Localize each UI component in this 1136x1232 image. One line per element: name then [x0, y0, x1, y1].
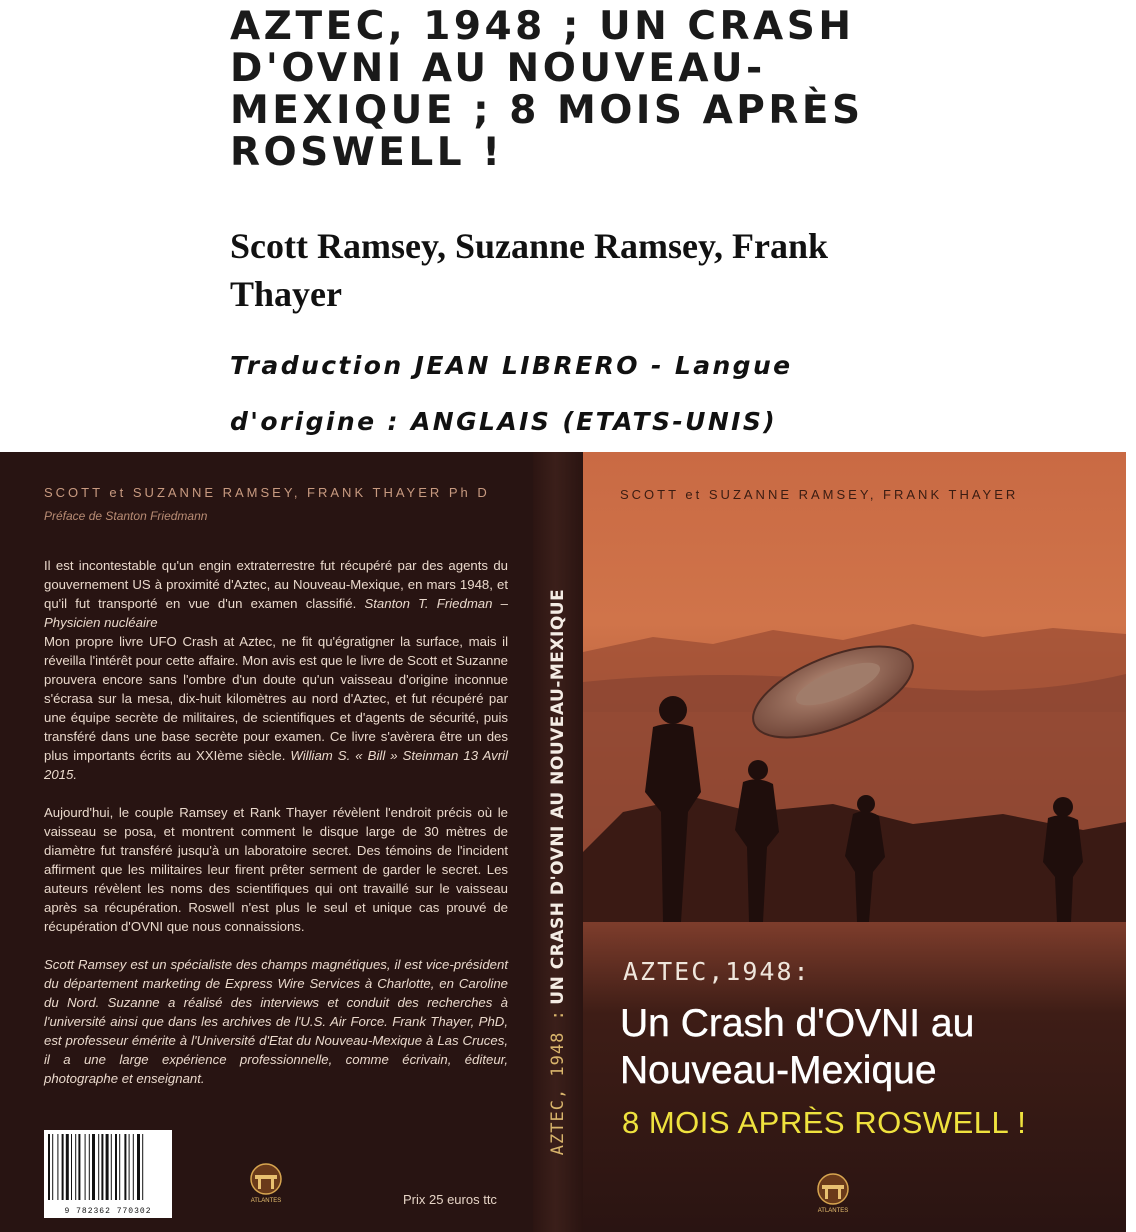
publisher-name: ATLANTES [250, 1198, 282, 1204]
back-cover-authors: SCOTT et SUZANNE RAMSEY, FRANK THAYER Ph D [44, 485, 490, 500]
blurb-paragraph-2 [44, 632, 508, 784]
front-cover-aztec: AZTEC,1948: [623, 957, 811, 986]
front-cover-tagline: 8 MOIS APRÈS ROSWELL ! [622, 1105, 1027, 1140]
blurb-paragraph-3: Aujourd'hui, le couple Ramsey et Rank Thayer révèlent l'endroit précis où le vaisseau se posa, et montrent comment le disque large de 30 mètres de diamètre fut transféré jusqu'à un laboratoire secret. Des témoins de l'incident affirment que les militaires leur firent prêter serment de garder le secret. Les auteurs révèlent les noms des scientifiques qui ont travaillé sur le vaisseau après sa récupération. Roswell n'est plus le seul et unique cas prouvé de récupération d'OVNI que nous connaissions. [44, 805, 508, 934]
blurb-quote-1: Il est incontestable qu'un engin extraterrestre fut récupéré par des agents du gouvernement US à proximité d'Aztec, au Nouveau-Mexique, en mars 1948, et qu'il fut transporté en vue d'un examen classifié. [44, 558, 508, 611]
blurb-paragraph-1 [44, 556, 508, 632]
back-cover-text [44, 556, 508, 1107]
publisher-name-front: ATLANTES [817, 1208, 849, 1214]
publisher-logo [246, 1162, 286, 1208]
barcode-bars [48, 1134, 168, 1200]
isbn-number: 9 782362 770302 [64, 1207, 152, 1216]
price: Prix 25 euros ttc [403, 1192, 497, 1207]
front-cover [583, 452, 1126, 1232]
translation-info: Traduction JEAN LIBRERO - Langue d'origine : ANGLAIS (ETATS-UNIS) [230, 351, 793, 436]
book-cover-image [0, 452, 1126, 1232]
preface-credit: Préface de Stanton Friedmann [44, 509, 208, 523]
quote-attribution-2: William S. « Bill » Steinman 13 Avril 2015. [44, 748, 508, 782]
book-title: AZTEC, 1948 ; UN CRASH D'OVNI AU NOUVEAU-MEXIQUE ; 8 MOIS APRÈS ROSWELL ! [230, 4, 864, 175]
spine-title: UN CRASH D'OVNI AU NOUVEAU-MEXIQUE [548, 588, 568, 1005]
barcode [44, 1130, 172, 1218]
publisher-logo-front [813, 1172, 853, 1218]
book-authors: Scott Ramsey, Suzanne Ramsey, Frank Thayer [230, 226, 829, 314]
front-cover-authors: SCOTT et SUZANNE RAMSEY, FRANK THAYER [620, 487, 1019, 502]
spine-aztec: AZTEC, 1948 : [548, 1009, 568, 1156]
author-bio: Scott Ramsey est un spécialiste des champs magnétiques, il est vice-président du département marketing de Express Wire Services à Charlotte, en Caroline du Nord. Suzanne a réalisé des interviews et conduit des recherches à l'université ainsi que dans les archives de l'U.S. Air Force. Frank Thayer, PhD, est professeur émérite à l'Université d'Etat du Nouveau-Mexique à Las Cruces, il a une large expérience professionnelle, comme écrivain, éditeur, photographe et enseignant. [44, 957, 508, 1086]
blurb-quote-2: Mon propre livre UFO Crash at Aztec, ne fit qu'égratigner la surface, mais il réveilla l'intérêt pour cette affaire. Mon avis est que le livre de Scott et Suzanne prouvera encore sans l'ombre d'un doute qu'un vaisseau d'origine inconnue s'écrasa sur la mesa, dix-huit kilomètres au nord d'Aztec, et fut récupéré par une équipe secrète de militaires, de scientifiques et d'agents de sécurité, puis transféré dans une base secrète pour examen. Ce livre s'avèrera être un des plus importants écrits au XXIème siècle. [44, 634, 508, 763]
spine-text [548, 589, 568, 1155]
quote-attribution-1: Stanton T. Friedman – Physicien nucléaire [44, 596, 508, 630]
back-cover [0, 452, 533, 1232]
front-cover-title: Un Crash d'OVNI au Nouveau-Mexique [620, 1002, 975, 1092]
